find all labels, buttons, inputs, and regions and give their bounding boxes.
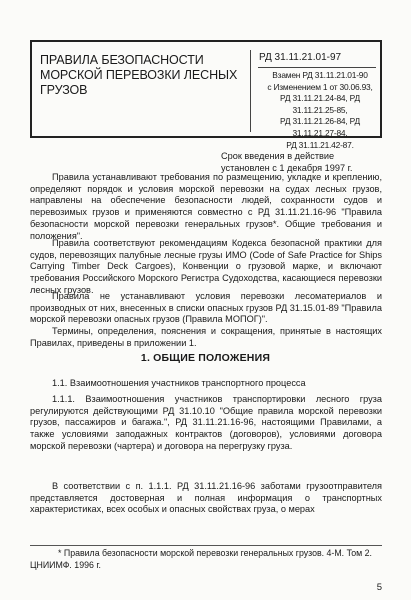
paragraph: Правила соответствуют рекомендациям Кодекса безопасной практики для судов, перевозящих палубные лесные грузы ИМО (Code of Safe Practice for Ships Carrying Timber Deck Cargoes), Конвенции о грузовой марке, и включают требования Российского Морского Регистра Судоходства, касающиеся перевозки лесных грузов. xyxy=(30,238,382,295)
page-number: 5 xyxy=(376,582,382,593)
replaces-line: РД 31.11.21.42-87. xyxy=(286,139,354,150)
document-code: РД 31.11.21.01-97 xyxy=(259,52,342,63)
replaces-line: с Изменением 1 от 30.06.93, xyxy=(267,81,373,92)
footnote-rule xyxy=(30,545,382,546)
document-code-rule xyxy=(258,67,376,68)
effective-date-line: Срок введения в действие xyxy=(221,151,335,161)
subsection-title: 1.1. Взаимоотношения участников транспортного процесса xyxy=(52,378,306,388)
document-title: ПРАВИЛА БЕЗОПАСНОСТИ МОРСКОЙ ПЕРЕВОЗКИ ЛЕСНЫХ ГРУЗОВ xyxy=(40,53,238,97)
header-box xyxy=(30,40,382,150)
replaces-line: Взамен РД 31.11.21.01-90 xyxy=(272,70,368,80)
footnote: * Правила безопасности морской перевозки генеральных грузов. 4-М. Том 2. ЦНИИМФ. 1996 г. xyxy=(30,548,372,570)
paragraph: Термины, определения, пояснения и сокращения, принятые в настоящих Правилах, приведены в приложении 1. xyxy=(30,326,382,348)
section-title: 1. ОБЩИЕ ПОЛОЖЕНИЯ xyxy=(140,352,271,364)
replaces-block xyxy=(258,70,382,151)
paragraph: Правила не устанавливают условия перевозки лесоматериалов и производных от них, внесенных в списки опасных грузов РД 31.15.01-89 "Правила морской перевозки опасных грузов (Правила МОПОГ)". xyxy=(30,291,382,325)
replaces-line: РД 31.11.21.26-84, РД 31.11.21.27-84, xyxy=(280,116,360,138)
header-divider xyxy=(250,50,251,132)
replaces-line: РД 31.11.21.24-84, РД 31.11.21.25-85, xyxy=(280,93,360,115)
paragraph: Правила устанавливают требования по размещению, укладке и креплению, определяют порядок и условия морской перевозки на судах лесных грузов, направлены на обеспечение безопасности людей, сохранности судов и перевозимых грузов и применяются совместно с РД 31.11.21.16-96 "Правила безопасности морской перевозки генеральных грузов*. Общие требования и положения". xyxy=(30,172,382,241)
paragraph: В соответствии с п. 1.1.1. РД 31.11.21.16-96 заботами грузоотправителя представляется достоверная и полная информация о транспортных характеристиках, всех особых и опасных свойствах груза, о мерах xyxy=(30,481,382,515)
effective-date xyxy=(221,151,391,174)
paragraph: 1.1.1. Взаимоотношения участников транспортировки лесного груза регулируются действующими РД 31.10.10 "Общие правила морской перевозки грузов, пассажиров и багажа.", РД 31.11.21.16-96, настоящими Правилами, а также условиями заподажных контрактов (договоров), условиями договора морской перевозки (чартера) и договора на перегрузку груза. xyxy=(30,394,382,451)
effective-date-line: установлен с 1 декабря 1997 г. xyxy=(221,162,353,173)
